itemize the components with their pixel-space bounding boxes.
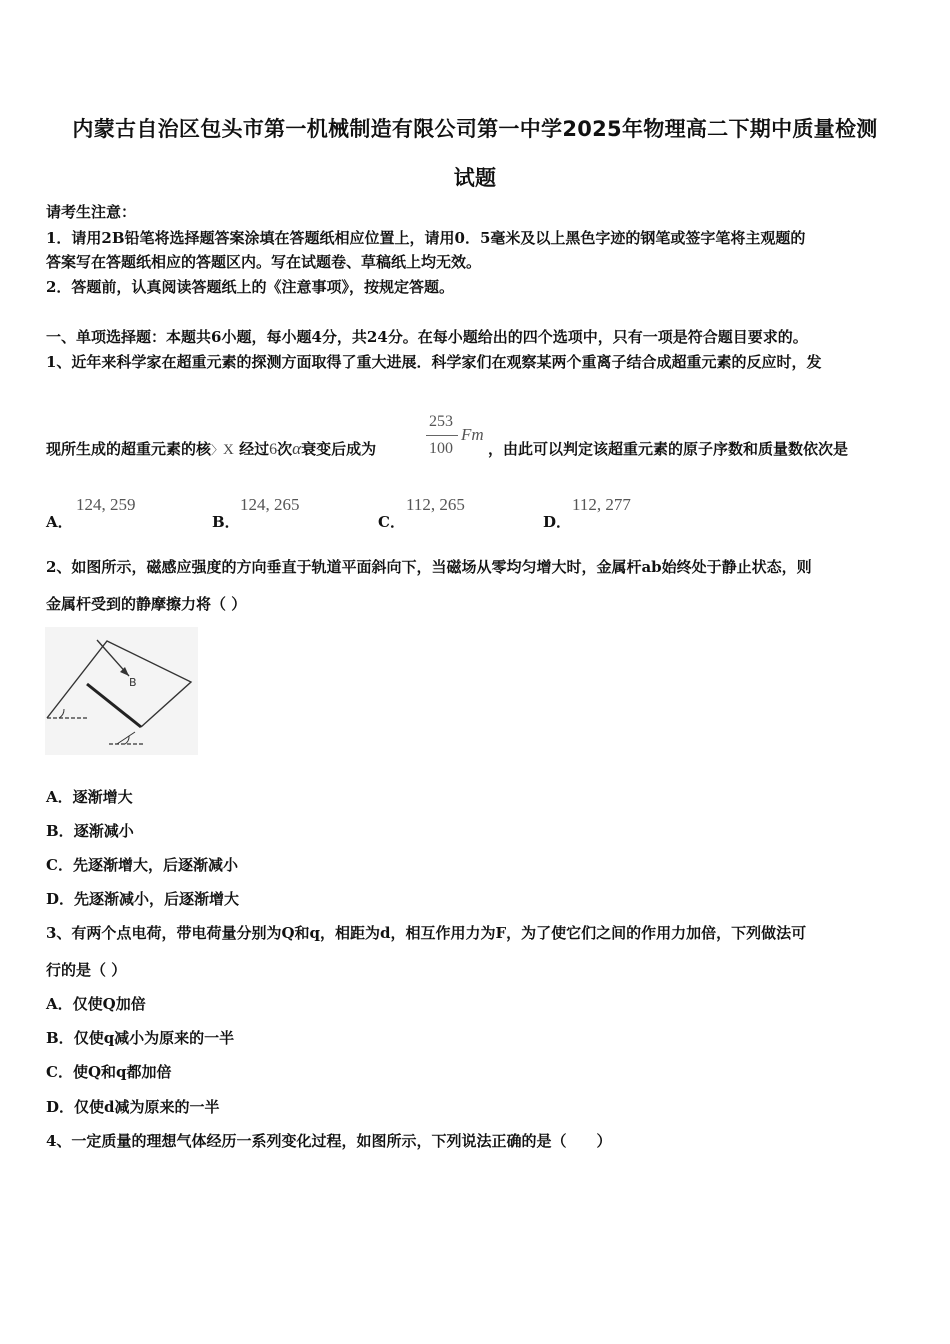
- notice-item-2: 2．答题前，认真阅读答题纸上的《注意事项》，按规定答题。: [46, 278, 454, 296]
- q3-text-line2: 行的是（ ）: [46, 961, 127, 979]
- q1-option-d-letter[interactable]: D．: [543, 513, 572, 531]
- q3-option-d-letter: D．: [46, 1098, 75, 1116]
- q3-option-b-text: 仅使q减小为原来的一半: [73, 1029, 235, 1047]
- q2-text-line2: 金属杆受到的静摩擦力将（ ）: [46, 595, 247, 613]
- q1-text-part-b: 经过: [239, 440, 270, 458]
- q3-option-a-letter: A．: [46, 995, 73, 1013]
- q2-option-b-letter: B．: [46, 822, 74, 840]
- q2-option-b[interactable]: [46, 821, 134, 841]
- nucleus-symbol: X: [223, 442, 234, 458]
- q2-text-line1: 2、如图所示，磁感应强度的方向垂直于轨道平面斜向下，当磁场从零均匀增大时，金属杆ab始终处于静止状态，则: [46, 558, 812, 576]
- decay-count: 6: [269, 441, 278, 458]
- q2-option-d[interactable]: [46, 889, 239, 909]
- q2-option-c[interactable]: [46, 855, 238, 875]
- q2-option-c-text: 先逐渐增大，后逐渐减小: [72, 856, 238, 874]
- q1-text-part-c: 次: [277, 440, 293, 458]
- q1-option-b-value: 124, 265: [240, 495, 300, 514]
- q3-text-line1: 3、有两个点电荷，带电荷量分别为Q和q，相距为d，相互作用力为F，为了使它们之间的作用力加倍，下列做法可: [46, 924, 807, 942]
- q1-option-a-letter[interactable]: A．: [46, 513, 73, 531]
- q3-option-c[interactable]: [46, 1062, 172, 1082]
- fraction-numerator: 253: [429, 413, 453, 430]
- q3-option-a-text: 仅使Q加倍: [72, 995, 146, 1013]
- q2-option-c-letter: C．: [46, 856, 73, 874]
- page-title: 内蒙古自治区包头市第一机械制造有限公司第一中学2025年物理高二下期中质量检测: [72, 117, 878, 141]
- section-heading: 一、单项选择题：本题共6小题，每小题4分，共24分。在每小题给出的四个选项中，只有一项是符合题目要求的。: [46, 328, 808, 346]
- q3-option-b[interactable]: [46, 1028, 234, 1048]
- q1-option-b-letter[interactable]: B．: [212, 513, 240, 531]
- page-title-line2: 试题: [453, 166, 497, 190]
- q2-option-b-text: 逐渐减小: [73, 822, 134, 840]
- alpha-symbol: α: [292, 439, 302, 458]
- q1-text-part-d: 衰变后成为: [301, 440, 377, 458]
- nucleus-bracket: 〉: [211, 443, 224, 457]
- q3-option-d[interactable]: [46, 1097, 220, 1117]
- q2-option-a-letter: A．: [46, 788, 73, 806]
- q1-option-c-value: 112, 265: [406, 495, 465, 514]
- q2-option-d-letter: D．: [46, 890, 75, 908]
- q3-option-c-text: 使Q和q都加倍: [72, 1063, 172, 1081]
- q1-text-part-e: ，由此可以判定该超重元素的原子序数和质量数依次是: [488, 440, 849, 458]
- q1-option-c-letter[interactable]: C．: [378, 513, 405, 531]
- q3-option-c-letter: C．: [46, 1063, 73, 1081]
- notice-heading: 请考生注意：: [46, 203, 137, 221]
- field-label: B: [129, 676, 137, 689]
- q1-option-d-value: 112, 277: [572, 495, 631, 514]
- q3-option-b-letter: B．: [46, 1029, 74, 1047]
- q1-option-a-value: 124, 259: [76, 495, 136, 514]
- notice-item-1-cont: 答案写在答题纸相应的答题区内。写在试题卷、草稿纸上均无效。: [46, 253, 482, 271]
- notice-item-1: 1．请用2B铅笔将选择题答案涂填在答题纸相应位置上，请用0．5毫米及以上黑色字迹的钢笔或签字笔将主观题的: [46, 229, 806, 247]
- fraction-bar: [426, 435, 458, 436]
- q2-option-d-text: 先逐渐减小，后逐渐增大: [74, 890, 240, 908]
- q1-text-line1: 1、近年来科学家在超重元素的探测方面取得了重大进展．科学家们在观察某两个重离子结合成超重元素的反应时，发: [46, 353, 822, 371]
- q4-text-line1: 4、一定质量的理想气体经历一系列变化过程，如图所示，下列说法正确的是（ ）: [46, 1132, 612, 1150]
- q2-option-a-text: 逐渐增大: [72, 788, 133, 806]
- q3-option-d-text: 仅使d减为原来的一半: [74, 1098, 220, 1116]
- q1-text-part-a: 现所生成的超重元素的核: [46, 440, 212, 458]
- q1-text-line2: [46, 439, 376, 460]
- fraction-denominator: 100: [429, 440, 453, 457]
- q3-option-a[interactable]: [46, 994, 146, 1014]
- q2-option-a[interactable]: [46, 787, 133, 807]
- element-symbol: Fm: [461, 425, 484, 444]
- rail-diagram: [45, 627, 198, 755]
